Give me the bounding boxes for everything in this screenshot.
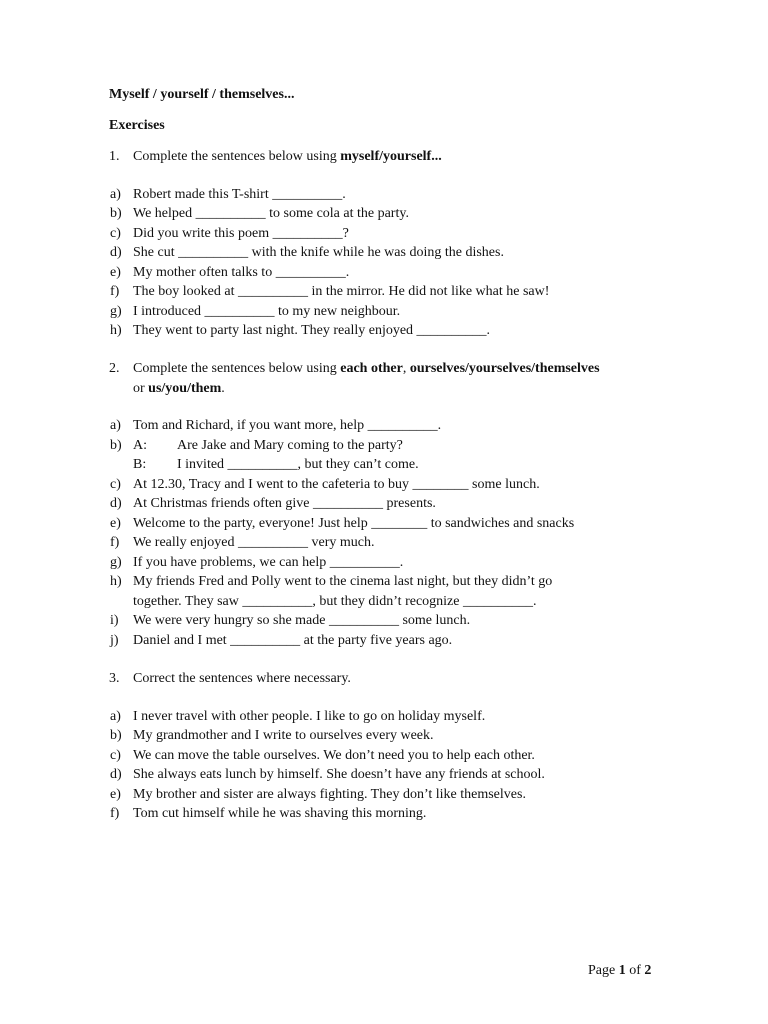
list-item — [109, 224, 669, 244]
item-letter: b) — [110, 206, 122, 221]
exercise-section-1 — [109, 147, 669, 341]
item-sentence: Tom and Richard, if you want more, help __________. — [133, 418, 442, 433]
dialogue-line: Are Jake and Mary coming to the party? — [177, 437, 403, 453]
exercise-1-instruction — [109, 147, 669, 167]
list-item — [109, 204, 669, 224]
item-letter: c) — [110, 476, 121, 492]
page-label: Page — [588, 963, 619, 978]
list-item — [109, 553, 669, 573]
instruction-bold: myself/yourself... — [340, 149, 442, 164]
list-item — [109, 416, 669, 436]
item-letter: d) — [110, 496, 122, 511]
item-sentence: At 12.30, Tracy and I went to the cafeteria to buy ________ some lunch. — [133, 476, 540, 492]
list-item-continuation — [109, 455, 669, 475]
page-title: Myself / yourself / themselves... — [109, 87, 295, 102]
item-letter: j) — [110, 632, 119, 648]
item-letter: h) — [110, 323, 122, 338]
list-item — [109, 475, 669, 495]
item-sentence: I never travel with other people. I like to go on holiday myself. — [133, 708, 486, 724]
exercise-3-items — [109, 707, 669, 824]
list-item — [109, 436, 669, 456]
list-item-continuation — [109, 592, 669, 612]
list-item — [109, 707, 669, 727]
list-item — [109, 611, 669, 631]
item-sentence: My brother and sister are always fighting. They don’t like themselves. — [133, 786, 526, 802]
instruction-text: Correct the sentences where necessary. — [133, 671, 351, 686]
item-letter: a) — [110, 186, 121, 202]
dialogue-speaker: B: — [133, 457, 147, 472]
item-sentence: If you have problems, we can help __________. — [133, 554, 404, 570]
instruction-bold: ourselves/yourselves/themselves — [409, 361, 600, 376]
item-sentence: My grandmother and I write to ourselves every week. — [133, 728, 434, 743]
list-item — [109, 185, 669, 205]
item-letter: d) — [110, 767, 122, 782]
item-sentence: We can move the table ourselves. We don’t need you to help each other. — [133, 747, 535, 763]
item-letter: c) — [110, 747, 121, 763]
page-total: 2 — [644, 963, 652, 978]
item-letter: f) — [110, 806, 120, 821]
exercise-section-3 — [109, 669, 669, 824]
exercise-number: 1. — [109, 149, 120, 164]
item-sentence: Robert made this T-shirt __________. — [133, 186, 346, 202]
item-sentence: At Christmas friends often give __________ presents. — [133, 496, 436, 511]
item-letter: a) — [110, 708, 121, 724]
list-item — [109, 533, 669, 553]
item-sentence: Tom cut himself while he was shaving this morning. — [133, 806, 427, 821]
item-letter: e) — [110, 264, 121, 280]
item-sentence: Daniel and I met __________ at the party five years ago. — [133, 632, 453, 648]
item-sentence: The boy looked at __________ in the mirror. He did not like what he saw! — [133, 284, 550, 299]
page-current: 1 — [618, 963, 626, 978]
item-letter: c) — [110, 225, 121, 241]
list-item — [109, 321, 669, 341]
list-item — [109, 243, 669, 263]
item-sentence: They went to party last night. They really enjoyed __________. — [133, 323, 491, 338]
exercise-2-items — [109, 416, 669, 650]
item-letter: f) — [110, 535, 120, 550]
list-item — [109, 631, 669, 651]
instruction-bold: us/you/them — [148, 380, 222, 396]
item-sentence: I introduced __________ to my new neighbour. — [133, 303, 401, 319]
list-item — [109, 302, 669, 322]
instruction-bold: each other — [340, 361, 403, 376]
list-item — [109, 494, 669, 514]
item-letter: d) — [110, 245, 122, 260]
item-sentence: Welcome to the party, everyone! Just help ________ to sandwiches and snacks — [133, 515, 575, 531]
exercises-heading: Exercises — [109, 118, 165, 133]
instruction-text: Complete the sentences below using — [133, 149, 341, 164]
list-item — [109, 514, 669, 534]
dialogue-line: I invited __________, but they can’t come. — [177, 457, 419, 472]
list-item — [109, 785, 669, 805]
page-of: of — [625, 963, 645, 978]
item-letter: b) — [110, 728, 122, 743]
dialogue-speaker: A: — [133, 437, 147, 453]
instruction-or: or — [133, 380, 149, 396]
item-sentence: My mother often talks to __________. — [133, 264, 350, 280]
item-sentence: We really enjoyed __________ very much. — [133, 535, 375, 550]
item-letter: f) — [110, 284, 120, 299]
list-item — [109, 804, 669, 824]
instruction-end: . — [221, 380, 225, 396]
exercise-section-2 — [109, 359, 669, 650]
item-sentence: together. They saw __________, but they didn’t recognize __________. — [133, 593, 537, 609]
item-letter: g) — [110, 554, 122, 570]
page-number — [588, 962, 651, 980]
item-sentence: We were very hungry so she made __________ some lunch. — [133, 613, 471, 628]
exercise-3-instruction — [109, 669, 669, 689]
item-letter: b) — [110, 437, 122, 453]
list-item — [109, 765, 669, 785]
item-letter: e) — [110, 515, 121, 531]
list-item — [109, 572, 669, 592]
item-letter: g) — [110, 303, 122, 319]
item-letter: a) — [110, 418, 121, 433]
exercise-number: 3. — [109, 671, 120, 686]
instruction-text: Complete the sentences below using — [133, 361, 341, 376]
item-letter: i) — [110, 613, 119, 628]
item-sentence: She always eats lunch by himself. She doesn’t have any friends at school. — [133, 767, 545, 782]
exercise-number: 2. — [109, 361, 120, 376]
list-item — [109, 263, 669, 283]
exercise-2-instruction — [109, 359, 669, 398]
list-item — [109, 746, 669, 766]
item-letter: e) — [110, 786, 121, 802]
instruction-separator: , — [402, 361, 410, 376]
item-sentence: Did you write this poem __________? — [133, 225, 349, 241]
item-letter: h) — [110, 574, 122, 589]
list-item — [109, 726, 669, 746]
exercise-1-items — [109, 185, 669, 341]
item-sentence: My friends Fred and Polly went to the cinema last night, but they didn’t go — [133, 574, 553, 589]
item-sentence: We helped __________ to some cola at the party. — [133, 206, 409, 221]
list-item — [109, 282, 669, 302]
item-sentence: She cut __________ with the knife while he was doing the dishes. — [133, 245, 504, 260]
